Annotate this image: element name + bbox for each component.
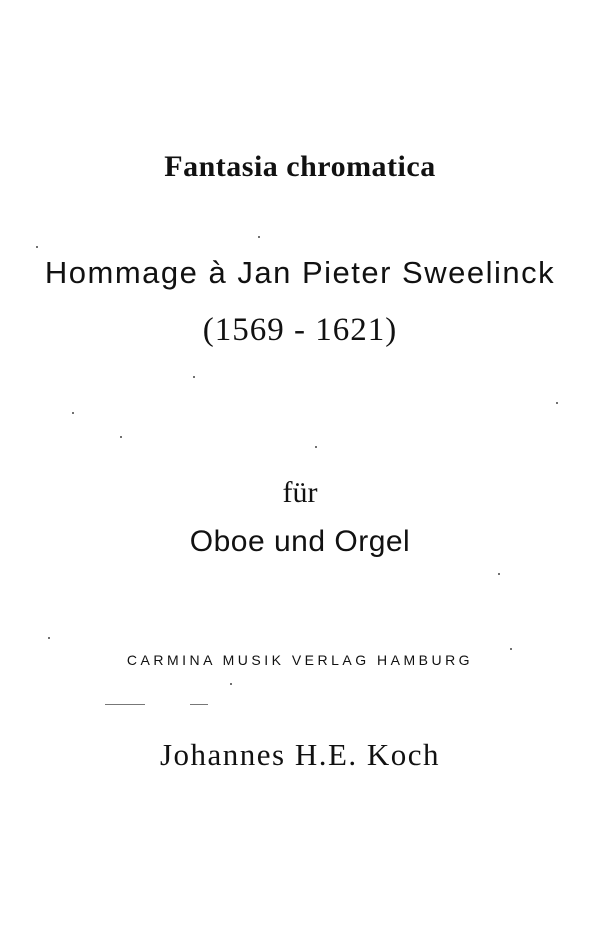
scan-speck	[258, 236, 260, 238]
scan-speck	[193, 376, 195, 378]
instrumentation: Oboe und Orgel	[189, 525, 411, 558]
for-label: für	[282, 476, 318, 509]
scan-speck	[498, 573, 500, 575]
scan-dash	[190, 704, 208, 705]
scan-speck	[36, 246, 38, 248]
dedication-subtitle: Hommage à Jan Pieter Sweelinck	[44, 255, 556, 290]
scan-speck	[315, 446, 317, 448]
scan-speck	[510, 648, 512, 650]
scan-speck	[556, 402, 558, 404]
dedicatee-dates: (1569 - 1621)	[202, 312, 398, 348]
scan-speck	[48, 637, 50, 639]
scan-speck	[230, 683, 232, 685]
scan-speck	[120, 436, 122, 438]
publisher-name: CARMINA MUSIK VERLAG HAMBURG	[126, 652, 474, 668]
scan-dash	[105, 704, 145, 705]
scan-speck	[72, 412, 74, 414]
composer-name: Johannes H.E. Koch	[159, 737, 441, 772]
piece-title: Fantasia chromatica	[164, 150, 436, 183]
